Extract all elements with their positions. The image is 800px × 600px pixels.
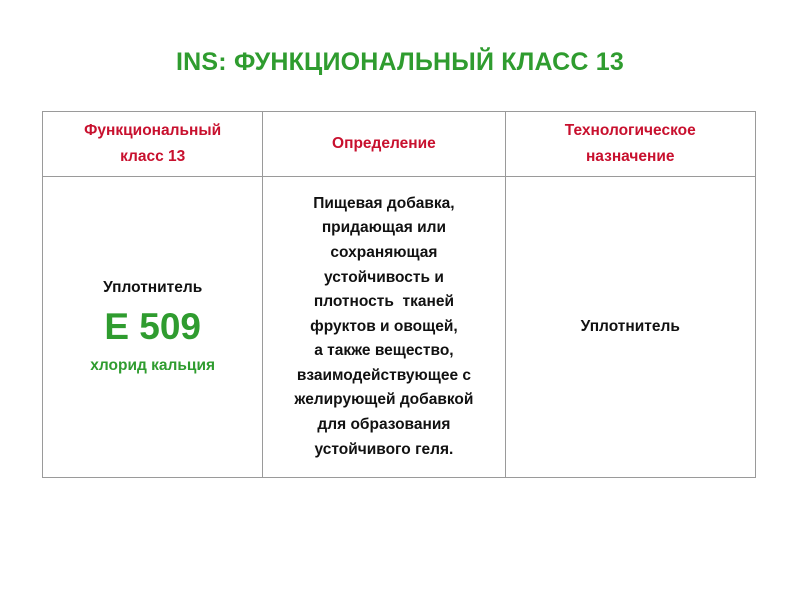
definition-text	[269, 192, 498, 463]
definition-line: устойчивость и	[323, 268, 444, 286]
slide-title: INS: ФУНКЦИОНАЛЬНЫЙ КЛАСС 13	[176, 48, 624, 76]
header-purpose-line1: Технологическое	[564, 122, 696, 139]
purpose-cell	[505, 177, 756, 478]
class-label: Уплотнитель	[103, 279, 203, 296]
definition-line: Пищевая добавка,	[313, 194, 455, 212]
header-purpose-line2: назначение	[585, 148, 675, 165]
class-cell	[43, 177, 263, 478]
header-functional-class-line2: класс 13	[120, 148, 186, 165]
definition-line: а также вещество,	[314, 342, 454, 360]
definition-line: для образования	[317, 416, 451, 434]
table-row	[43, 177, 756, 478]
definition-cell	[263, 177, 505, 478]
e-code: Е 509	[104, 306, 202, 347]
definition-line: устойчивого геля.	[314, 440, 454, 458]
header-definition-label: Определение	[332, 135, 436, 152]
table-header-row	[43, 112, 756, 177]
definition-line: сохраняющая	[330, 243, 438, 261]
definition-line: фруктов и овощей,	[310, 317, 458, 335]
definition-line: плотность тканей	[313, 293, 454, 311]
definition-line: желирующей добавкой	[294, 391, 474, 409]
header-definition	[263, 112, 505, 177]
header-functional-class	[43, 112, 263, 177]
definition-line: взаимодействующее с	[296, 366, 471, 384]
definition-line: придающая или	[321, 219, 447, 237]
header-functional-class-line1: Функциональный	[84, 122, 222, 139]
header-technological-purpose	[505, 112, 756, 177]
functional-class-table	[42, 111, 756, 478]
technological-purpose: Уплотнитель	[580, 318, 680, 335]
chemical-name: хлорид кальция	[90, 357, 216, 374]
